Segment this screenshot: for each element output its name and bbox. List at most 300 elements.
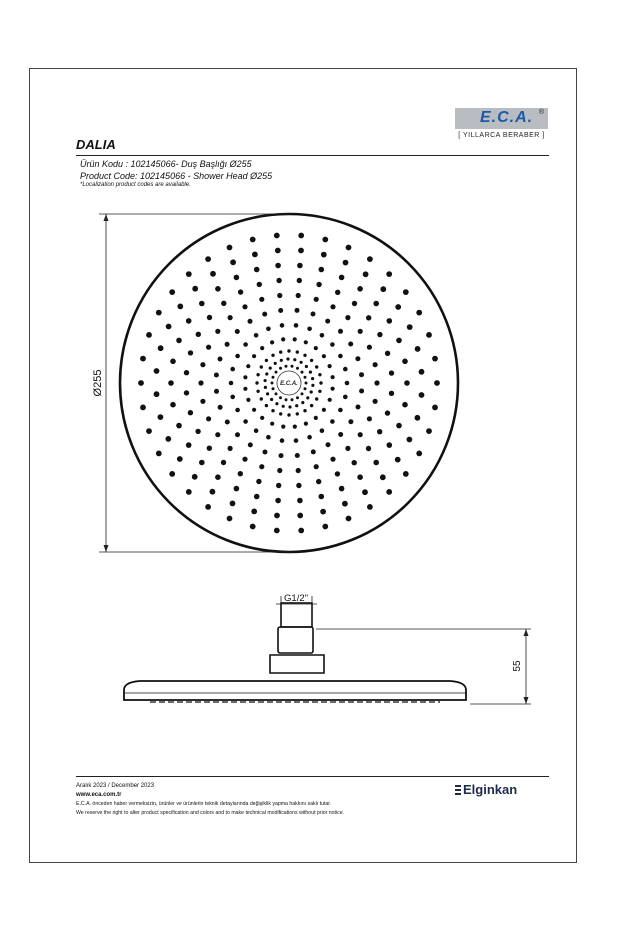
- nozzle-dot: [293, 358, 296, 361]
- nozzle-dot: [221, 301, 226, 306]
- nozzle-dot: [238, 471, 243, 476]
- nozzle-dot: [322, 237, 328, 243]
- nozzle-dot: [301, 392, 304, 395]
- nozzle-dot: [415, 346, 421, 352]
- nozzle-dot: [320, 509, 326, 515]
- nozzle-dot: [225, 342, 230, 347]
- nozzle-dot: [276, 278, 281, 283]
- nozzle-dot: [294, 438, 299, 443]
- nozzle-dot: [335, 471, 340, 476]
- nozzle-dot: [274, 513, 280, 519]
- elginkan-mark-icon: [455, 785, 461, 795]
- nozzle-dot: [307, 435, 312, 440]
- nozzle-dot: [210, 489, 216, 495]
- diameter-label: Ø255: [92, 369, 104, 397]
- nozzle-dot: [387, 442, 393, 448]
- nozzle-dot: [263, 450, 268, 455]
- nozzle-dot: [256, 390, 259, 393]
- nozzle-dot: [358, 329, 363, 334]
- nozzle-dot: [248, 442, 253, 447]
- nozzle-dot: [322, 524, 328, 530]
- nozzle-dot: [248, 319, 253, 324]
- nozzle-dot: [169, 289, 175, 295]
- nozzle-dot: [297, 263, 303, 269]
- nozzle-dot: [274, 528, 280, 534]
- nozzle-dot: [293, 425, 297, 429]
- nozzle-dot: [387, 318, 393, 324]
- nozzle-dot: [311, 377, 314, 380]
- nozzle-dot: [279, 412, 282, 415]
- nozzle-dot: [176, 423, 182, 429]
- nozzle-dot: [291, 365, 294, 368]
- nozzle-dot: [266, 435, 271, 440]
- nozzle-dot: [199, 460, 205, 466]
- height-label: 55: [512, 660, 523, 672]
- nozzle-dot: [186, 442, 192, 448]
- nozzle-dot: [286, 357, 289, 360]
- nozzle-dot: [156, 310, 162, 316]
- nozzle-dot: [338, 354, 343, 359]
- nozzle-dot: [235, 432, 240, 437]
- head-body-profile: [124, 681, 466, 700]
- nozzle-dot: [348, 419, 353, 424]
- nozzle-dot: [184, 370, 189, 375]
- center-logo-text: E.C.A.: [280, 381, 298, 387]
- nozzle-dot: [271, 409, 274, 412]
- nozzle-dot: [404, 380, 410, 386]
- nozzle-dot: [402, 359, 408, 365]
- nozzle-dot: [230, 259, 236, 265]
- footer-divider: [76, 776, 549, 777]
- nozzle-dot: [367, 345, 372, 350]
- nozzle-dot: [279, 350, 282, 353]
- nozzle-dot: [355, 356, 360, 361]
- nozzle-dot: [272, 376, 275, 379]
- nozzle-dot: [195, 429, 200, 434]
- nozzle-dot: [306, 396, 309, 399]
- nozzle-dot: [296, 350, 299, 353]
- nozzle-dot: [235, 408, 240, 413]
- nozzle-dot: [319, 494, 325, 500]
- nozzle-dot: [305, 382, 308, 385]
- nozzle-dot: [271, 382, 274, 385]
- top-view: [120, 214, 458, 552]
- nozzle-dot: [280, 359, 283, 362]
- nozzle-dot: [207, 315, 212, 320]
- nozzle-dot: [279, 396, 282, 399]
- nozzle-dot: [389, 370, 394, 375]
- nozzle-dot: [140, 405, 146, 411]
- nozzle-dot: [177, 456, 183, 462]
- nozzle-dot: [330, 304, 335, 309]
- nozzle-dot: [314, 346, 318, 350]
- nozzle-dot: [315, 365, 318, 368]
- nozzle-dot: [402, 402, 408, 408]
- nozzle-dot: [265, 359, 268, 362]
- nozzle-dot: [235, 329, 240, 334]
- nozzle-dot: [320, 428, 325, 433]
- nozzle-dot: [206, 345, 211, 350]
- nozzle-dot: [158, 345, 164, 351]
- nozzle-dot: [304, 422, 308, 426]
- nozzle-dot: [287, 413, 290, 416]
- nozzle-dot: [282, 405, 285, 408]
- nozzle-dot: [198, 380, 203, 385]
- nozzle-dot: [210, 271, 216, 277]
- nozzle-dot: [367, 256, 373, 262]
- nozzle-dot: [170, 402, 176, 408]
- nozzle-dot: [215, 474, 221, 480]
- nozzle-dot: [266, 392, 269, 395]
- nozzle-dot: [279, 367, 282, 370]
- nozzle-dot: [352, 301, 357, 306]
- nozzle-dot: [206, 416, 211, 421]
- nozzle-dot: [339, 486, 345, 492]
- nozzle-dot: [259, 464, 264, 469]
- nozzle-dot: [275, 402, 278, 405]
- nozzle-dot: [358, 432, 363, 437]
- nozzle-dot: [259, 297, 264, 302]
- nozzle-dot: [272, 387, 275, 390]
- elginkan-logo: [455, 782, 517, 797]
- nozzle-dot: [432, 356, 438, 362]
- nozzle-dot: [254, 494, 260, 500]
- nozzle-dot: [311, 312, 316, 317]
- nozzle-dot: [256, 373, 259, 376]
- nozzle-dot: [366, 315, 371, 320]
- nozzle-dot: [140, 356, 146, 362]
- nozzle-dot: [322, 354, 326, 358]
- nozzle-dot: [331, 387, 335, 391]
- nozzle-dot: [303, 354, 306, 357]
- nozzle-dot: [432, 405, 438, 411]
- nozzle-dot: [296, 293, 301, 298]
- disclaimer-tr: E.C.A. önceden haber vermeksizin, ürünler ve ürünlerin teknik detaylarında değişiklik yapma hakkını saklı tutar.: [76, 801, 332, 807]
- nozzle-dot: [395, 457, 401, 463]
- nozzle-dot: [377, 429, 382, 434]
- nozzle-dot: [275, 392, 278, 395]
- nozzle-dot: [184, 390, 189, 395]
- nozzle-dot: [314, 416, 318, 420]
- nozzle-dot: [186, 318, 192, 324]
- nozzle-dot: [266, 327, 271, 332]
- nozzle-dot: [297, 498, 303, 504]
- nozzle-dot: [227, 516, 233, 522]
- nozzle-dot: [242, 457, 247, 462]
- nozzle-dot: [250, 524, 256, 530]
- nozzle-dot: [366, 446, 371, 451]
- nozzle-dot: [199, 301, 205, 307]
- nozzle-dot: [275, 248, 281, 254]
- nozzle-dot: [221, 460, 226, 465]
- nozzle-dot: [314, 464, 319, 469]
- nozzle-dot: [297, 513, 303, 519]
- nozzle-dot: [269, 367, 272, 370]
- nozzle-dot: [271, 354, 274, 357]
- nozzle-dot: [188, 410, 193, 415]
- nozzle-dot: [325, 319, 330, 324]
- nozzle-dot: [389, 391, 394, 396]
- nozzle-dot: [158, 414, 164, 420]
- nozzle-dot: [288, 405, 291, 408]
- nozzle-dot: [304, 376, 307, 379]
- nozzle-dot: [385, 351, 390, 356]
- nozzle-dot: [346, 516, 352, 522]
- nozzle-dot: [380, 474, 386, 480]
- nozzle-dot: [254, 428, 259, 433]
- nozzle-dot: [188, 350, 193, 355]
- eca-tagline: [ YILLARCA BERABER ]: [458, 132, 545, 139]
- nozzle-dot: [166, 324, 172, 330]
- nozzle-dot: [281, 425, 285, 429]
- nozzle-dot: [235, 354, 240, 359]
- nozzle-dot: [146, 332, 152, 338]
- nozzle-dot: [407, 437, 413, 443]
- nozzle-dot: [373, 362, 378, 367]
- nozzle-dot: [339, 275, 345, 281]
- nozzle-dot: [227, 245, 233, 251]
- nozzle-dot: [301, 371, 304, 374]
- nozzle-dot: [264, 386, 267, 389]
- issue-date: Aralık 2023 / December 2023: [76, 783, 155, 789]
- nozzle-dot: [146, 428, 152, 434]
- connector-thread: [281, 603, 312, 627]
- nozzle-dot: [205, 504, 211, 510]
- nozzle-dot: [279, 453, 284, 458]
- nozzle-dot: [419, 369, 425, 375]
- nozzle-dot: [243, 387, 247, 391]
- nozzle-dot: [205, 256, 211, 262]
- nozzle-dot: [356, 405, 361, 410]
- nozzle-dot: [310, 359, 313, 362]
- nozzle-dot: [416, 310, 422, 316]
- nozzle-dot: [260, 397, 263, 400]
- nozzle-dot: [301, 401, 304, 404]
- nozzle-dot: [218, 405, 223, 410]
- nozzle-dot: [251, 509, 257, 515]
- nozzle-dot: [395, 304, 401, 310]
- nozzle-dot: [373, 301, 379, 307]
- connector-nut: [278, 627, 313, 653]
- nozzle-dot: [374, 380, 379, 385]
- nozzle-dot: [403, 471, 409, 477]
- nozzle-dot: [296, 412, 299, 415]
- nozzle-dot: [238, 289, 243, 294]
- nozzle-dot: [310, 404, 313, 407]
- nozzle-dot: [257, 282, 262, 287]
- nozzle-dot: [345, 381, 350, 386]
- nozzle-dot: [280, 438, 285, 443]
- nozzle-dot: [275, 371, 278, 374]
- nozzle-dot: [310, 390, 313, 393]
- nozzle-dot: [343, 367, 348, 372]
- nozzle-dot: [331, 375, 335, 379]
- nozzle-dot: [225, 420, 230, 425]
- product-code-tr: Ürün Kodu : 102145066- Duş Başlığı Ø255: [80, 159, 252, 169]
- nozzle-dot: [305, 365, 308, 368]
- nozzle-dot: [200, 362, 205, 367]
- nozzle-dot: [298, 248, 304, 254]
- nozzle-dot: [363, 271, 369, 277]
- nozzle-dot: [215, 432, 220, 437]
- nozzle-dot: [298, 528, 304, 534]
- nozzle-dot: [296, 468, 301, 473]
- nozzle-dot: [270, 398, 273, 401]
- nozzle-dot: [192, 286, 198, 292]
- nozzle-dot: [287, 349, 290, 352]
- nozzle-dot: [315, 397, 318, 400]
- nozzle-dot: [186, 489, 192, 495]
- nozzle-dot: [298, 233, 304, 239]
- nozzle-dot: [345, 315, 350, 320]
- nozzle-dot: [260, 416, 264, 420]
- nozzle-dot: [303, 409, 306, 412]
- nozzle-dot: [228, 446, 233, 451]
- product-code-en: Product Code: 102145066 - Shower Head Ø255: [80, 171, 273, 181]
- nozzle-dot: [297, 278, 302, 283]
- nozzle-dot: [254, 267, 260, 273]
- nozzle-dot: [359, 372, 364, 377]
- nozzle-dot: [214, 373, 219, 378]
- thread-label: G1/2": [284, 593, 308, 604]
- registered-mark: ®: [538, 109, 544, 116]
- nozzle-dot: [345, 446, 350, 451]
- nozzle-dot: [254, 333, 259, 338]
- nozzle-dot: [168, 380, 174, 386]
- nozzle-dot: [262, 312, 267, 317]
- nozzle-dot: [277, 293, 282, 298]
- nozzle-dot: [186, 271, 192, 277]
- nozzle-dot: [380, 286, 386, 292]
- nozzle-dot: [275, 263, 281, 269]
- nozzle-dot: [338, 408, 343, 413]
- nozzle-dot: [357, 286, 363, 292]
- nozzle-dot: [330, 457, 335, 462]
- nozzle-dot: [252, 252, 258, 258]
- eca-logo-text: E.C.A.: [480, 109, 534, 126]
- nozzle-dot: [319, 381, 322, 384]
- nozzle-dot: [169, 471, 175, 477]
- nozzle-dot: [316, 282, 321, 287]
- nozzle-dot: [285, 398, 288, 401]
- nozzle-dot: [319, 267, 325, 273]
- nozzle-dot: [321, 252, 327, 258]
- nozzle-dot: [419, 392, 425, 398]
- nozzle-dot: [311, 449, 316, 454]
- nozzle-dot: [243, 419, 248, 424]
- nozzle-dot: [170, 359, 176, 365]
- localization-note: *Localization product codes are available.: [80, 182, 191, 188]
- disclaimer-en: We reserve the right to alter product specification and colors and to make technical modifications without prior notice.: [76, 810, 345, 816]
- nozzle-dot: [285, 365, 288, 368]
- nozzle-dot: [293, 337, 297, 341]
- nozzle-dot: [234, 486, 240, 492]
- nozzle-dot: [295, 453, 300, 458]
- nozzle-dot: [250, 237, 256, 243]
- nozzle-dot: [260, 346, 264, 350]
- nozzle-dot: [265, 372, 268, 375]
- nozzle-dot: [352, 460, 357, 465]
- nozzle-dot: [295, 404, 298, 407]
- nozzle-dot: [359, 389, 364, 394]
- nozzle-dot: [377, 332, 382, 337]
- nozzle-dot: [242, 304, 247, 309]
- nozzle-dot: [200, 399, 205, 404]
- nozzle-dot: [386, 489, 392, 495]
- nozzle-dot: [296, 396, 299, 399]
- nozzle-dot: [407, 324, 413, 330]
- nozzle-dot: [300, 361, 303, 364]
- nozzle-dot: [252, 354, 256, 358]
- nozzle-dot: [196, 332, 201, 337]
- website-link[interactable]: www.eca.com.tr: [76, 792, 122, 798]
- nozzle-dot: [362, 489, 368, 495]
- nozzle-dot: [328, 398, 332, 402]
- nozzle-dot: [386, 271, 392, 277]
- nozzle-dot: [326, 442, 331, 447]
- nozzle-dot: [252, 408, 256, 412]
- side-view: [124, 603, 466, 702]
- nozzle-dot: [295, 308, 300, 313]
- nozzle-dot: [304, 387, 307, 390]
- nozzle-dot: [328, 364, 332, 368]
- nozzle-dot: [330, 419, 335, 424]
- nozzle-dot: [176, 338, 182, 344]
- nozzle-dot: [274, 233, 280, 239]
- nozzle-dot: [385, 410, 390, 415]
- nozzle-dot: [343, 260, 349, 266]
- nozzle-dot: [277, 468, 282, 473]
- elginkan-text: Elginkan: [463, 782, 518, 797]
- nozzle-dot: [215, 286, 221, 292]
- nozzle-dot: [318, 390, 321, 393]
- nozzle-dot: [228, 315, 233, 320]
- nozzle-dot: [246, 364, 250, 368]
- nozzle-dot: [296, 367, 299, 370]
- nozzle-dot: [304, 340, 308, 344]
- nozzle-dot: [330, 342, 335, 347]
- nozzle-dot: [342, 501, 348, 507]
- nozzle-dot: [373, 460, 379, 466]
- nozzle-dot: [234, 275, 240, 281]
- nozzle-dot: [357, 474, 363, 480]
- nozzle-dot: [367, 416, 372, 421]
- nozzle-dot: [230, 395, 235, 400]
- nozzle-dot: [426, 332, 432, 338]
- diameter-dimension: [99, 214, 289, 552]
- nozzle-dot: [260, 365, 263, 368]
- nozzle-dot: [275, 498, 281, 504]
- nozzle-dot: [314, 297, 319, 302]
- nozzle-dot: [218, 357, 223, 362]
- nozzle-dot: [320, 333, 325, 338]
- nozzle-dot: [396, 338, 402, 344]
- nozzle-dot: [309, 371, 312, 374]
- nozzle-dot: [243, 342, 248, 347]
- nozzle-dot: [373, 399, 378, 404]
- nozzle-dot: [396, 423, 402, 429]
- nozzle-dot: [338, 432, 343, 437]
- nozzle-dot: [291, 398, 294, 401]
- nozzle-dot: [338, 329, 343, 334]
- nozzle-dot: [416, 451, 422, 457]
- nozzle-dot: [207, 446, 212, 451]
- nozzle-dot: [255, 381, 258, 384]
- nozzle-dot: [318, 373, 321, 376]
- nozzle-dot: [348, 342, 353, 347]
- nozzle-dot: [270, 422, 274, 426]
- nozzle-dot: [426, 428, 432, 434]
